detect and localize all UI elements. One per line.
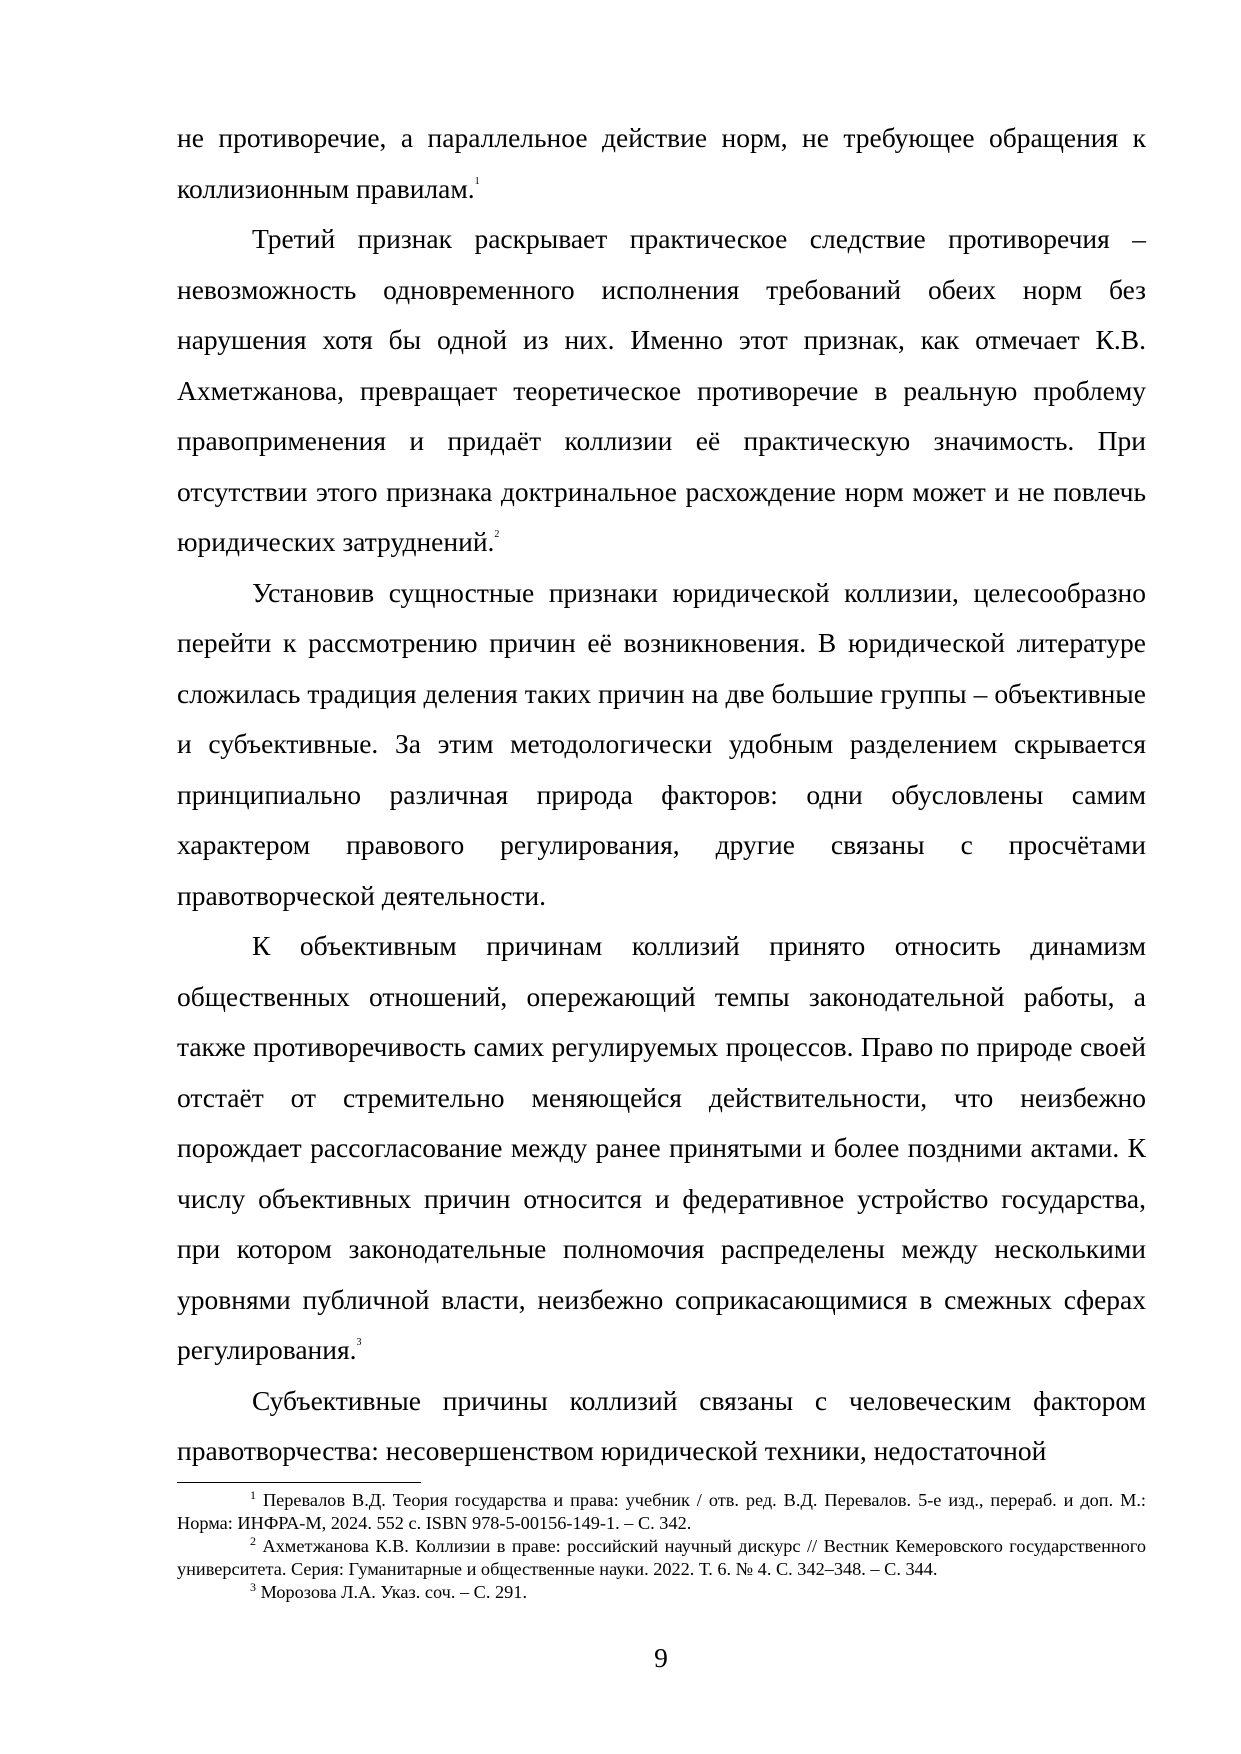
footnote — [177, 1535, 1146, 1581]
paragraph-continuation — [177, 113, 1146, 214]
footnote-text: Ахметжанова К.В. Коллизии в праве: российский научный дискурс // Вестник Кемеровского государственного университета. Серия: Гуманитарные и общественные науки. 2022. Т. 6. № 4. С. 342–348. – С. 344. — [177, 1536, 1146, 1579]
main-text — [177, 113, 1146, 1477]
page-number: 9 — [654, 1642, 668, 1673]
footnotes — [177, 1489, 1146, 1604]
paragraph — [177, 568, 1146, 922]
paragraph — [177, 1376, 1146, 1477]
footnote-text: Перевалов В.Д. Теория государства и права: учебник / отв. ред. В.Д. Перевалов. 5-е изд., перераб. и доп. М.: Норма: ИНФРА-М, 2024. 552 с. ISBN 978-5-00156-149-1. – С. 342. — [177, 1490, 1146, 1533]
footnote-reference: 3 — [356, 1337, 362, 1348]
footnote-number: 2 — [250, 1534, 256, 1548]
paragraph-text: Третий признак раскрывает практическое следствие противоречия – невозможность одновременного исполнения требований обеих норм без нарушения хотя бы одной из них. Именно этот признак, как отмечает К.В. Ахметжанова, превращает теоретическое противоречие в реальную проблему правоприменения и придаёт коллизии её практическую значимость. При отсутствии этого признака доктринальное расхождение норм может и не повлечь юридических затруднений. — [177, 223, 1146, 557]
paragraph-text: не противоречие, а параллельное действие норм, не требующее обращения к коллизионным правилам. — [177, 122, 1146, 204]
footnote-separator — [177, 1482, 421, 1483]
paragraph-text: К объективным причинам коллизий принято относить динамизм общественных отношений, опережающий темпы законодательной работы, а также противоречивость самих регулируемых процессов. Право по природе своей отстаёт от стремительно меняющейся действительности, что неизбежно порождает рассогласование между ранее принятыми и более поздними актами. К числу объективных причин относится и федеративное устройство государства, при котором законодательные полномочия распределены между несколькими уровнями публичной власти, неизбежно соприкасающимися в смежных сферах регулирования. — [177, 930, 1146, 1365]
footnote — [177, 1581, 1146, 1604]
footnote — [177, 1489, 1146, 1535]
footnote-text: Морозова Л.А. Указ. соч. – С. 291. — [260, 1582, 528, 1602]
paragraph-text: Установив сущностные признаки юридической коллизии, целесообразно перейти к рассмотрению причин её возникновения. В юридической литературе сложилась традиция деления таких причин на две большие группы – объективные и субъективные. За этим методологически удобным разделением скрывается принципиально различная природа факторов: одни обусловлены самим характером правового регулирования, другие связаны с просчётами правотворческой деятельности. — [177, 576, 1146, 911]
paragraph — [177, 921, 1146, 1376]
paragraph-text: Субъективные причины коллизий связаны с человеческим фактором правотворчества: несовершенством юридической техники, недостаточной — [177, 1384, 1146, 1466]
footnote-reference: 1 — [474, 175, 480, 187]
footnote-number: 1 — [250, 1488, 256, 1502]
paragraph — [177, 214, 1146, 568]
footnote-number: 3 — [250, 1580, 256, 1594]
footnote-reference: 2 — [494, 529, 500, 540]
